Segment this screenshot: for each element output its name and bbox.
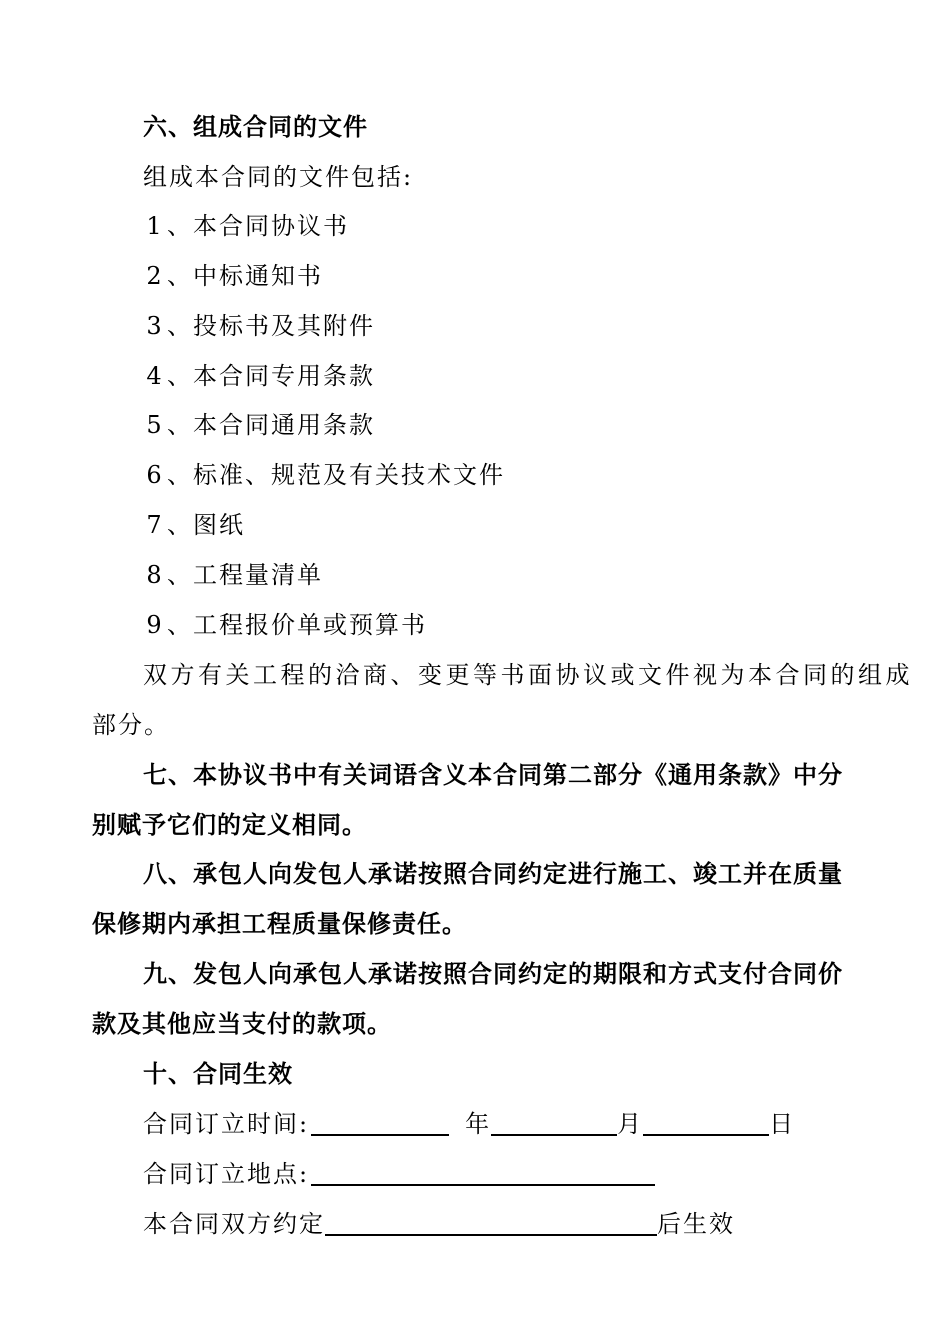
list-item-text: 、本合同协议书: [167, 212, 349, 240]
list-item-text: 、图纸: [167, 511, 245, 539]
section-6-heading: 六、组成合同的文件: [143, 113, 368, 141]
list-item-number: 1: [146, 212, 164, 240]
list-item-number: 6: [146, 461, 164, 489]
contract-time-day-blank[interactable]: [643, 1110, 769, 1136]
year-label: 年: [465, 1110, 492, 1138]
list-item-number: 3: [146, 312, 164, 340]
section-9-line-1: 九、发包人向承包人承诺按照合同约定的期限和方式支付合同价: [143, 960, 843, 988]
contract-effect-suffix: 后生效: [657, 1210, 735, 1238]
contract-place-blank[interactable]: [311, 1160, 655, 1186]
section-6-closing-line-1: 双方有关工程的洽商、变更等书面协议或文件视为本合同的组成: [143, 661, 913, 689]
list-item-text: 、工程量清单: [167, 561, 323, 589]
list-item-number: 2: [146, 262, 164, 290]
list-item: [143, 460, 505, 490]
list-item: [143, 211, 349, 241]
section-6-intro: 组成本合同的文件包括:: [143, 163, 414, 191]
list-item: [143, 410, 375, 440]
list-item-text: 、本合同通用条款: [167, 411, 375, 439]
contract-time-row: [143, 1109, 795, 1139]
list-item: [143, 361, 375, 391]
list-item: [143, 560, 323, 590]
day-label: 日: [769, 1110, 796, 1138]
contract-time-label: 合同订立时间:: [143, 1110, 310, 1138]
section-7-line-2: 别赋予它们的定义相同。: [92, 811, 367, 839]
list-item-text: 、标准、规范及有关技术文件: [167, 461, 505, 489]
list-item-text: 、工程报价单或预算书: [167, 611, 427, 639]
list-item: [143, 261, 323, 291]
contract-effect-label: 本合同双方约定: [143, 1210, 325, 1238]
section-7-line-1: 七、本协议书中有关词语含义本合同第二部分《通用条款》中分: [143, 761, 843, 789]
contract-place-label: 合同订立地点:: [143, 1160, 310, 1188]
list-item: [143, 311, 375, 341]
contract-time-year-blank[interactable]: [311, 1110, 449, 1136]
section-8-line-1: 八、承包人向发包人承诺按照合同约定进行施工、竣工并在质量: [143, 860, 843, 888]
list-item-number: 8: [146, 561, 164, 589]
contract-effect-blank[interactable]: [325, 1210, 657, 1236]
list-item-text: 、中标通知书: [167, 262, 323, 290]
list-item-text: 、投标书及其附件: [167, 312, 375, 340]
section-9-line-2: 款及其他应当支付的款项。: [92, 1010, 392, 1038]
contract-place-row: [143, 1159, 655, 1189]
list-item: [143, 610, 427, 640]
contract-time-month-blank[interactable]: [491, 1110, 617, 1136]
list-item-number: 5: [146, 411, 164, 439]
list-item-number: 9: [146, 611, 164, 639]
section-8-line-2: 保修期内承担工程质量保修责任。: [92, 910, 467, 938]
section-6-closing-line-2: 部分。: [92, 711, 170, 739]
list-item: [143, 510, 245, 540]
month-label: 月: [617, 1110, 644, 1138]
section-10-heading: 十、合同生效: [143, 1060, 293, 1088]
contract-effect-row: [143, 1209, 735, 1239]
list-item-number: 7: [146, 511, 164, 539]
list-item-text: 、本合同专用条款: [167, 362, 375, 390]
list-item-number: 4: [146, 362, 164, 390]
